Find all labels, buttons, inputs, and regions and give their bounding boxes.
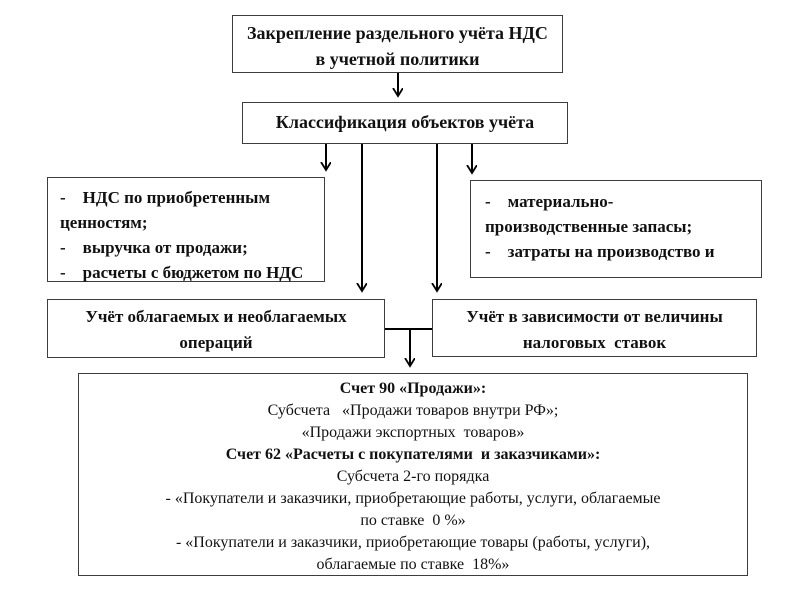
box-text-line: в учетной политики [315,49,480,69]
subaccount-line: - «Покупатели и заказчики, приобретающие товары (работы, услуги), [175,534,651,551]
subaccount-line: «Продажи экспортных товаров» [301,424,525,441]
box-text-line: операций [179,333,253,352]
subaccount-line: облагаемые по ставке 18%» [316,556,510,573]
subaccount-line: Субсчета «Продажи товаров внутри РФ»; [267,402,559,419]
list-item: - выручка от продажи; [60,238,248,257]
box-taxable-nontaxable-operations [47,299,385,358]
box-separate-vat-accounting-policy [232,15,563,73]
list-item: - материально- [485,192,614,211]
account-90-heading: Счет 90 «Продажи»: [339,380,487,397]
box-inventory-costs-list [470,180,762,278]
list-item-wrap: производственные запасы; [485,217,693,236]
box-accounts-subaccounts-detail [78,373,748,576]
subaccount-line: - «Покупатели и заказчики, приобретающие работы, услуги, облагаемые [165,490,661,507]
list-item-wrap: ценностям; [60,213,148,232]
box-text-line: Классификация объектов учёта [275,112,535,132]
subaccount-line: Субсчета 2-го порядка [336,468,490,485]
list-item: - НДС по приобретенным [60,188,271,207]
box-text-line: Учёт в зависимости от величины [466,307,723,326]
box-text-line: Учёт облагаемых и необлагаемых [85,307,347,326]
subaccount-line: по ставке 0 %» [360,512,466,529]
list-item: - затраты на производство и [485,242,715,261]
list-item: - расчеты с бюджетом по НДС [60,263,304,282]
box-text-line: налоговых ставок [522,333,667,352]
account-62-heading: Счет 62 «Расчеты с покупателями и заказчиками»: [225,446,601,463]
box-text-line: Закрепление раздельного учёта НДС [247,23,548,43]
box-accounting-by-tax-rates [432,299,757,357]
box-vat-items-list [47,177,325,282]
box-classification-of-objects [242,102,568,144]
